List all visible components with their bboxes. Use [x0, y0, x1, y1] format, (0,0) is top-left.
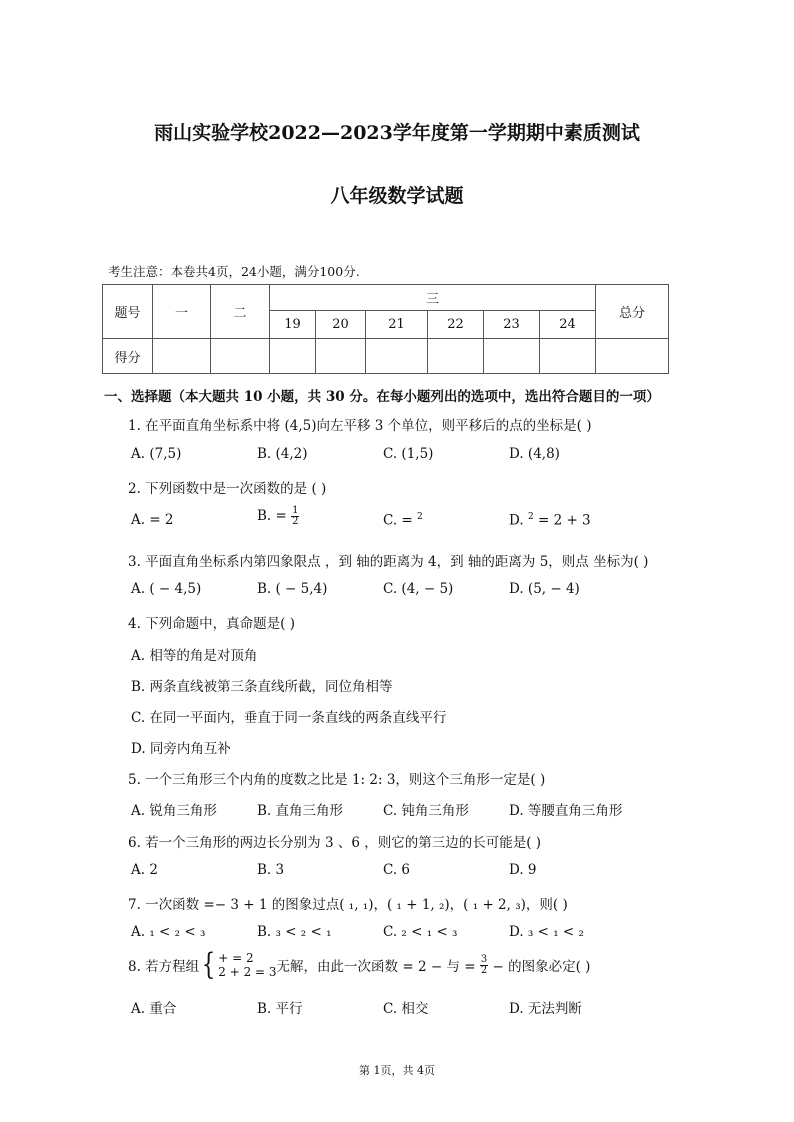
question-8-option-a: A. 重合 [131, 1001, 177, 1017]
page-footer: 第 1页，共 4页 [359, 1064, 435, 1077]
question-1-option-a: A. (7,5) [131, 446, 182, 462]
score-cell [484, 339, 540, 374]
question-3-option-a: A. ( − 4,5) [131, 581, 202, 597]
fraction [291, 506, 299, 527]
question-2-option-c-text: C. = [383, 512, 418, 529]
question-7-option-d: D. ₃ < ₁ < ₂ [509, 924, 584, 940]
score-cell [366, 339, 428, 374]
question-4-stem: 4. 下列命题中，真命题是( ) [128, 616, 295, 632]
score-cell [596, 339, 669, 374]
equation-line-2: 2 + 2 = 3 [218, 965, 277, 979]
question-3-option-d: D. (5, − 4) [509, 581, 580, 597]
question-6-stem: 6. 若一个三角形的两边长分别为 3 、6 ，则它的第三边的长可能是( ) [128, 835, 542, 851]
score-sub-col: 21 [366, 311, 428, 339]
fraction-denominator: 2 [292, 516, 299, 527]
score-label-tihao: 题号 [103, 285, 153, 339]
question-6-option-d: D. 9 [509, 862, 537, 878]
question-1-option-d: D. (4,8) [509, 446, 560, 462]
question-6-option-a: A. 2 [131, 862, 158, 878]
question-2-option-d-prefix: D. [509, 512, 528, 529]
score-label-defen: 得分 [103, 339, 153, 374]
score-col-yi: 一 [153, 285, 211, 339]
superscript: 2 [527, 512, 534, 522]
question-5-option-a: A. 锐角三角形 [131, 803, 217, 819]
question-2-option-c [383, 512, 423, 529]
score-cell [316, 339, 366, 374]
question-4-option-a: A. 相等的角是对顶角 [131, 648, 258, 664]
score-cell [428, 339, 484, 374]
question-2-option-d-suffix: = 2 + 3 [533, 512, 591, 529]
score-sub-col: 23 [484, 311, 540, 339]
question-1-option-b: B. (4,2) [257, 446, 308, 462]
question-7-option-a: A. ₁ < ₂ < ₃ [131, 924, 206, 940]
question-6-option-c: C. 6 [383, 862, 411, 878]
question-3-option-c: C. (4, − 5) [383, 581, 454, 597]
question-8-stem-suffix: − 的图象必定( ) [488, 959, 591, 975]
question-8-option-c: C. 相交 [383, 1001, 429, 1017]
fraction-denominator: 2 [480, 964, 488, 976]
question-1-option-c: C. (1,5) [383, 446, 434, 462]
question-7-option-c: C. ₂ < ₁ < ₃ [383, 924, 458, 940]
exam-subtitle: 八年级数学试题 [330, 185, 464, 207]
question-5-option-d: D. 等腰直角三角形 [509, 803, 623, 819]
question-2-option-b [257, 506, 299, 527]
brace-icon: { [202, 947, 216, 982]
question-7-option-b: B. ₃ < ₂ < ₁ [257, 924, 332, 940]
question-5-option-c: C. 钝角三角形 [383, 803, 469, 819]
score-cell [540, 339, 596, 374]
question-3-option-b: B. ( − 5,4) [257, 581, 328, 597]
question-2-option-d [509, 512, 591, 529]
question-2-option-b-prefix: B. = [257, 508, 292, 524]
score-sub-col: 22 [428, 311, 484, 339]
fraction-numerator: 1 [292, 505, 299, 516]
equation-line-1: + = 2 [218, 951, 254, 965]
score-cell [153, 339, 211, 374]
question-5-stem: 5. 一个三角形三个内角的度数之比是 1: 2: 3，则这个三角形一定是( ) [128, 772, 546, 788]
score-col-total: 总分 [596, 285, 669, 339]
question-1-stem: 1. 在平面直角坐标系中将 (4,5)向左平移 3 个单位，则平移后的点的坐标是( ) [128, 418, 592, 434]
section-heading: 一、选择题（本大题共 10 小题，共 30 分。在每小题列出的选项中，选出符合题目的一项） [104, 389, 660, 405]
question-3-stem: 3. 平面直角坐标系内第四象限点 ，到 轴的距离为 4，到 轴的距离为 5，则点 坐标为( ) [128, 554, 649, 570]
score-sub-col: 20 [316, 311, 366, 339]
question-8-stem [128, 947, 591, 982]
question-8-stem-mid: 无解，由此一次函数 = 2 − 与 = [276, 959, 480, 975]
equation-system [218, 951, 276, 979]
question-4-option-c: C. 在同一平面内，垂直于同一条直线的两条直线平行 [131, 710, 447, 726]
question-8-option-d: D. 无法判断 [509, 1001, 582, 1017]
score-table [102, 284, 669, 374]
question-4-option-b: B. 两条直线被第三条直线所截，同位角相等 [131, 679, 393, 695]
score-col-san: 三 [270, 285, 596, 311]
fraction [480, 955, 488, 976]
question-2-stem: 2. 下列函数中是一次函数的是 ( ) [128, 481, 327, 497]
score-cell [211, 339, 270, 374]
question-8-stem-prefix: 8. 若方程组 [128, 959, 200, 975]
exam-title: 雨山实验学校2022—2023学年度第一学期期中素质测试 [154, 122, 640, 144]
question-6-option-b: B. 3 [257, 862, 285, 878]
score-cell [270, 339, 316, 374]
score-sub-col: 19 [270, 311, 316, 339]
score-col-er: 二 [211, 285, 270, 339]
question-2-option-a: A. = 2 [131, 512, 174, 528]
question-4-option-d: D. 同旁内角互补 [131, 741, 231, 757]
score-sub-col: 24 [540, 311, 596, 339]
question-8-option-b: B. 平行 [257, 1001, 303, 1017]
fraction-numerator: 3 [480, 953, 488, 965]
question-7-stem: 7. 一次函数 =− 3 + 1 的图象过点( ₁, ₁)，( ₁ + 1, ₂)，( ₁ + 2, ₃)，则( ) [128, 897, 568, 913]
superscript: 2 [417, 512, 423, 522]
question-5-option-b: B. 直角三角形 [257, 803, 344, 819]
exam-notice: 考生注意：本卷共4页，24小题，满分100分. [108, 264, 360, 279]
